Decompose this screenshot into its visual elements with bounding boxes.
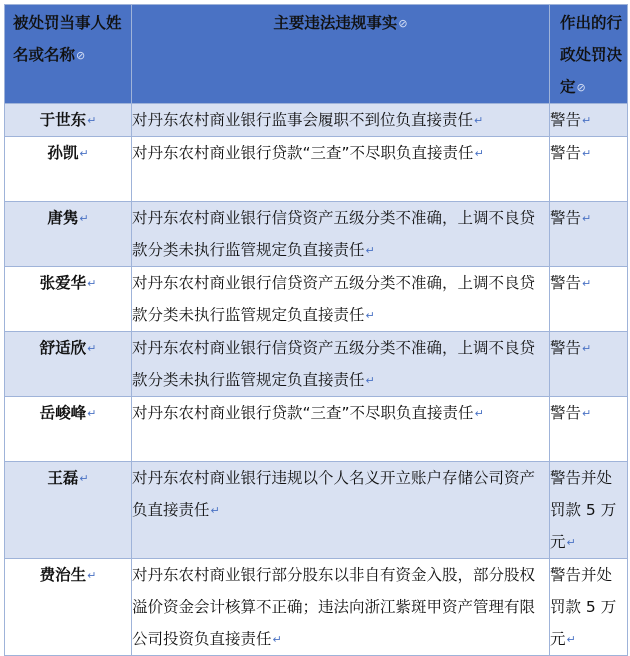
party-name: 张爱华↵ (5, 267, 132, 332)
header-facts: 主要违法违规事实⊘ (132, 5, 550, 104)
penalty-decision: 警告↵ (550, 137, 628, 202)
violation-fact: 对丹东农村商业银行监事会履职不到位负直接责任↵ (132, 104, 550, 137)
paragraph-mark-icon: ↵ (474, 147, 484, 160)
party-name: 孙凯↵ (5, 137, 132, 202)
paragraph-mark-icon: ↵ (582, 212, 592, 225)
party-name: 岳峻峰↵ (5, 397, 132, 462)
header-decision: 作出的行政处罚决定⊘ (550, 5, 628, 104)
paragraph-mark-icon: ↵ (87, 569, 97, 582)
penalty-table (4, 4, 628, 656)
paragraph-mark-icon: ↵ (566, 536, 576, 549)
paragraph-mark-icon: ↵ (210, 504, 220, 517)
paragraph-mark-icon: ↵ (87, 407, 97, 420)
violation-fact: 对丹东农村商业银行贷款“三查”不尽职负直接责任↵ (132, 137, 550, 202)
paragraph-mark-icon: ↵ (365, 309, 375, 322)
paragraph-mark-icon: ↵ (474, 407, 484, 420)
paragraph-mark-icon: ↵ (87, 114, 97, 127)
violation-fact: 对丹东农村商业银行贷款“三查”不尽职负直接责任↵ (132, 397, 550, 462)
paragraph-mark-icon: ↵ (79, 472, 89, 485)
penalty-decision: 警告↵ (550, 397, 628, 462)
violation-fact: 对丹东农村商业银行信贷资产五级分类不准确，上调不良贷款分类未执行监管规定负直接责任↵ (132, 267, 550, 332)
paragraph-mark-icon: ↵ (365, 244, 375, 257)
violation-fact: 对丹东农村商业银行信贷资产五级分类不准确，上调不良贷款分类未执行监管规定负直接责任↵ (132, 202, 550, 267)
party-name: 唐隽↵ (5, 202, 132, 267)
paragraph-mark-icon: ↵ (87, 277, 97, 290)
paragraph-mark-icon: ↵ (79, 147, 89, 160)
violation-fact: 对丹东农村商业银行信贷资产五级分类不准确，上调不良贷款分类未执行监管规定负直接责任↵ (132, 332, 550, 397)
cell-mark-icon: ⊘ (76, 49, 86, 62)
paragraph-mark-icon: ↵ (582, 114, 592, 127)
party-name: 王磊↵ (5, 462, 132, 559)
header-name: 被处罚当事人姓名或名称⊘ (5, 5, 132, 104)
violation-fact: 对丹东农村商业银行违规以个人名义开立账户存储公司资产负直接责任↵ (132, 462, 550, 559)
paragraph-mark-icon: ↵ (365, 374, 375, 387)
paragraph-mark-icon: ↵ (474, 114, 484, 127)
table-row (5, 267, 628, 332)
table-row (5, 202, 628, 267)
party-name: 费治生↵ (5, 559, 132, 656)
paragraph-mark-icon: ↵ (87, 342, 97, 355)
penalty-decision: 警告↵ (550, 267, 628, 332)
cell-mark-icon: ⊘ (576, 81, 586, 94)
penalty-decision: 警告↵ (550, 332, 628, 397)
paragraph-mark-icon: ↵ (582, 147, 592, 160)
paragraph-mark-icon: ↵ (582, 407, 592, 420)
table-row (5, 397, 628, 462)
violation-fact: 对丹东农村商业银行部分股东以非自有资金入股，部分股权溢价资金会计核算不正确；违法向浙江紫斑甲资产管理有限公司投资负直接责任↵ (132, 559, 550, 656)
paragraph-mark-icon: ↵ (272, 633, 282, 646)
party-name: 于世东↵ (5, 104, 132, 137)
table-row (5, 104, 628, 137)
cell-mark-icon: ⊘ (398, 17, 408, 30)
table-row (5, 332, 628, 397)
table-row (5, 559, 628, 656)
table-row (5, 137, 628, 202)
penalty-decision: 警告↵ (550, 104, 628, 137)
paragraph-mark-icon: ↵ (79, 212, 89, 225)
party-name: 舒适欣↵ (5, 332, 132, 397)
penalty-decision: 警告并处罚款 5 万元↵ (550, 559, 628, 656)
paragraph-mark-icon: ↵ (582, 277, 592, 290)
paragraph-mark-icon: ↵ (582, 342, 592, 355)
header-row (5, 5, 628, 104)
table-row (5, 462, 628, 559)
paragraph-mark-icon: ↵ (566, 633, 576, 646)
penalty-decision: 警告↵ (550, 202, 628, 267)
penalty-decision: 警告并处罚款 5 万元↵ (550, 462, 628, 559)
